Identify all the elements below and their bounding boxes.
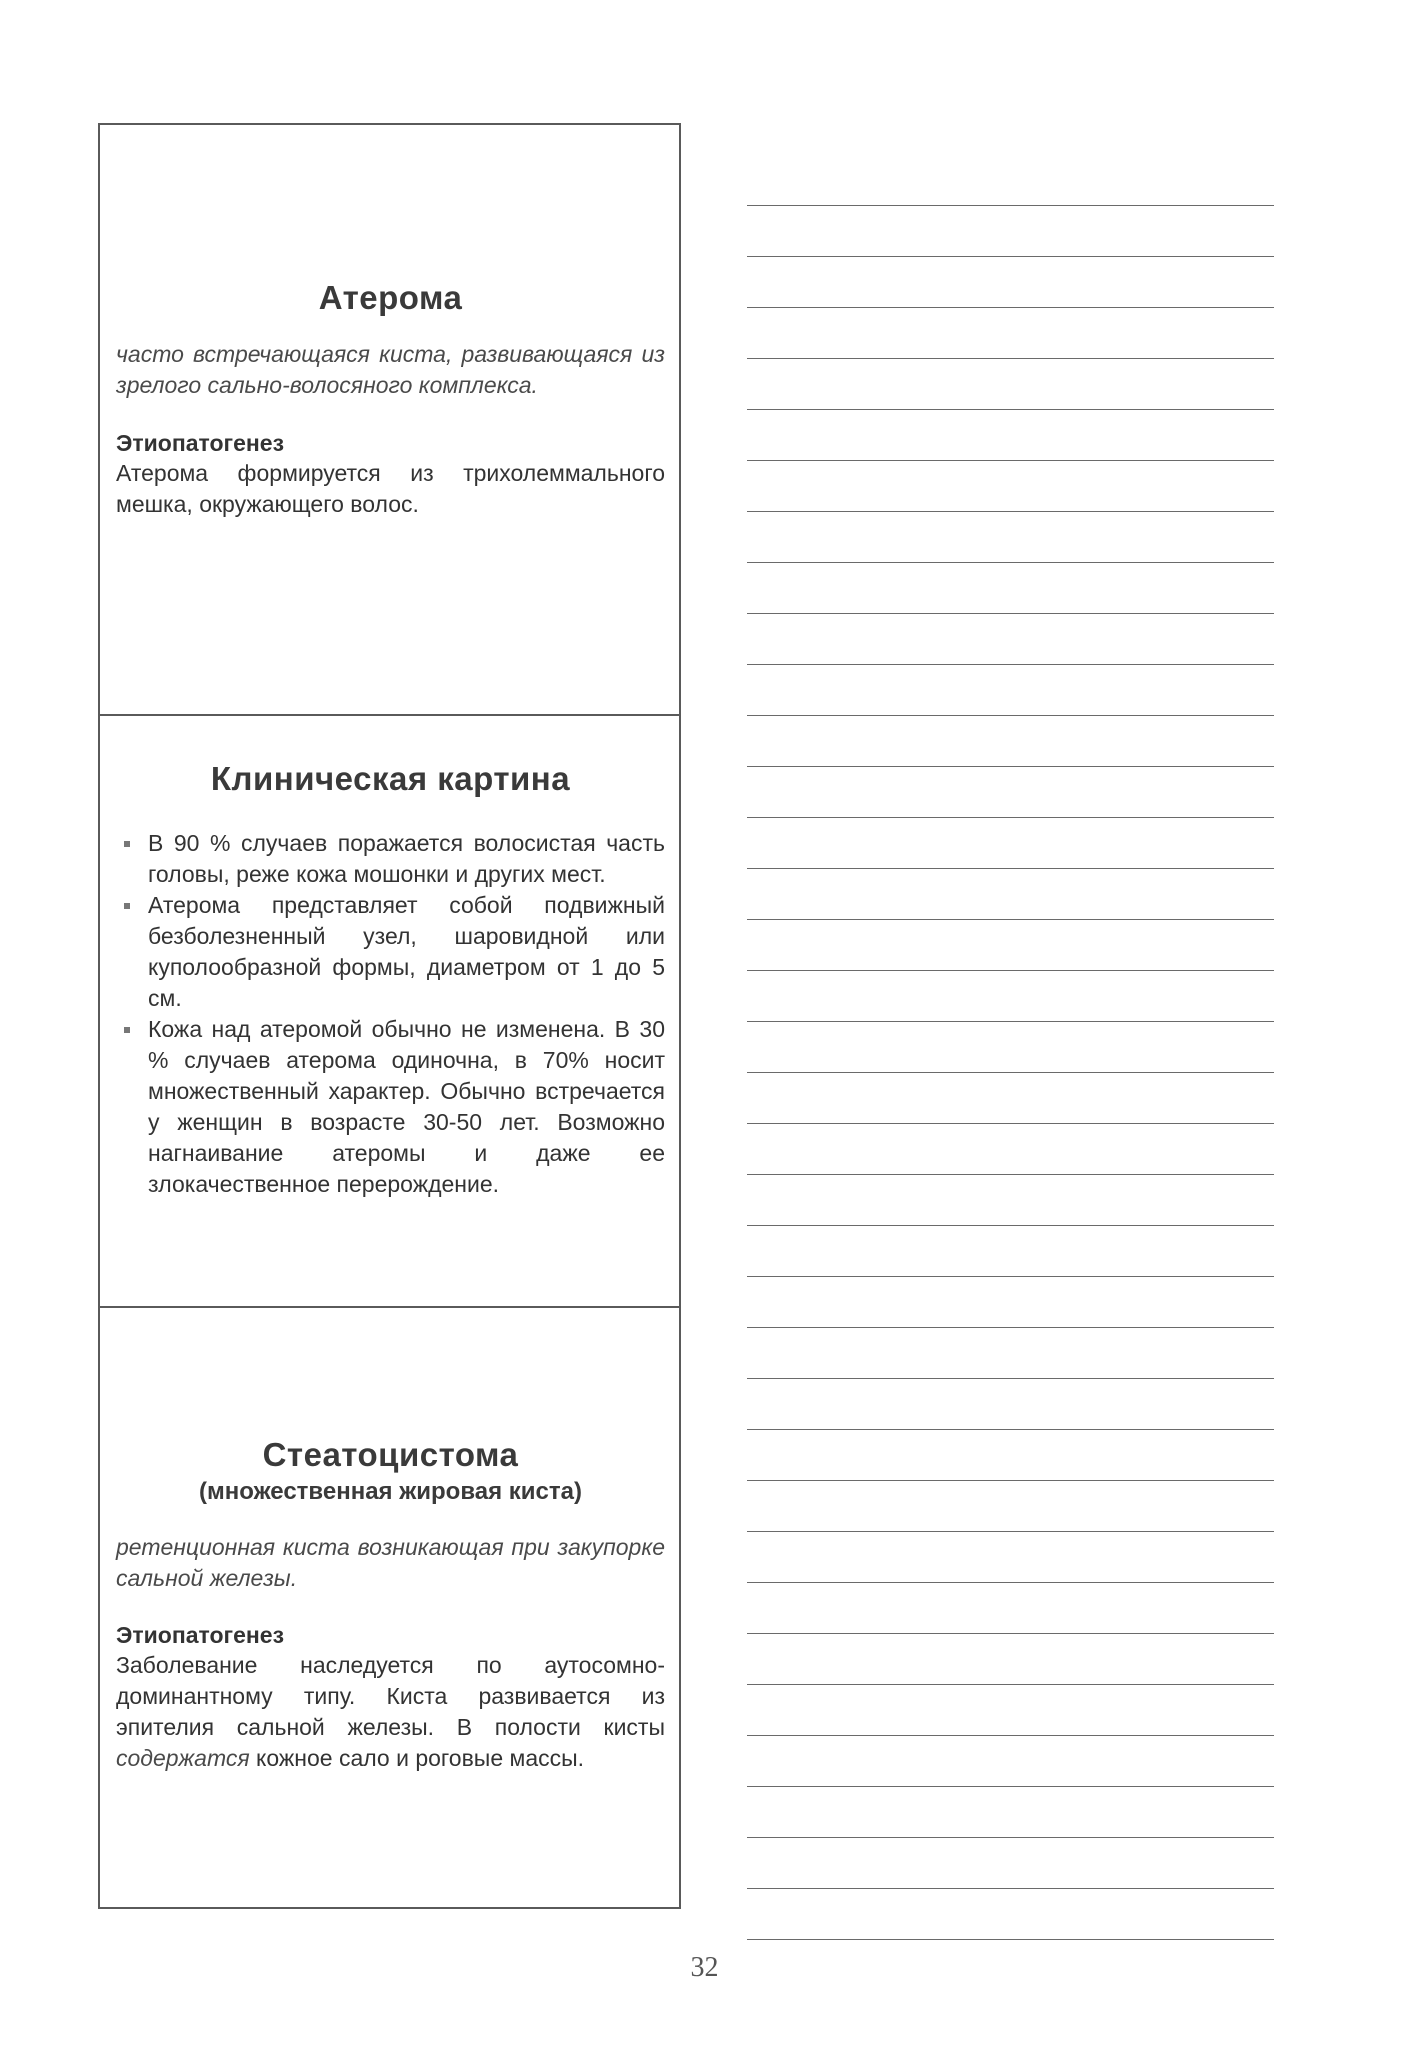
- etio-text-italic: содержатся: [116, 1745, 250, 1771]
- list-item-text: В 90 % случаев поражается волосистая часть головы, реже кожа мошонки и других мест.: [148, 830, 665, 887]
- note-line: [747, 1634, 1274, 1685]
- note-line: [747, 257, 1274, 308]
- atheroma-definition: часто встречающаяся киста, развивающаяся из зрелого сально-волосяного комплекса.: [116, 341, 665, 398]
- note-line: [747, 1685, 1274, 1736]
- steatocystoma-title: Стеатоцистома: [262, 1436, 519, 1473]
- steatocystoma-definition: ретенционная киста возникающая при закупорке сальной железы.: [116, 1534, 665, 1591]
- note-line: [747, 971, 1274, 1022]
- list-item-text: Кожа над атеромой обычно не изменена. В 30 % случаев атерома одиночна, в 70% носит множественный характер. Обычно встречается у женщин в возрасте 30-50 лет. Возможно нагнаивание атеромы и даже ее злокачественное перерождение.: [148, 1016, 665, 1197]
- clinical-list: [116, 828, 665, 1200]
- note-line: [747, 614, 1274, 665]
- list-item: [116, 828, 665, 890]
- note-line: [747, 1889, 1274, 1940]
- list-item: [116, 890, 665, 1014]
- atheroma-section: [100, 125, 679, 716]
- note-line: [747, 665, 1274, 716]
- note-line: [747, 512, 1274, 563]
- note-line: [747, 1379, 1274, 1430]
- atheroma-etio-text: Атерома формируется из трихолеммального мешка, окружающего волос.: [116, 460, 665, 517]
- steatocystoma-subtitle: (множественная жировая киста): [199, 1478, 582, 1505]
- steatocystoma-etio-text: [116, 1650, 665, 1774]
- clinical-section: [100, 716, 679, 1308]
- note-line: [747, 1073, 1274, 1124]
- note-line: [747, 1481, 1274, 1532]
- note-line: [747, 1277, 1274, 1328]
- note-line: [747, 920, 1274, 971]
- bullet-icon: [124, 841, 130, 847]
- note-line: [747, 716, 1274, 767]
- etio-text-part-2: кожное сало и роговые массы.: [249, 1745, 585, 1771]
- note-line: [747, 1838, 1274, 1889]
- note-line: [747, 1532, 1274, 1583]
- note-line: [747, 1124, 1274, 1175]
- note-line: [747, 818, 1274, 869]
- bullet-icon: [124, 1027, 130, 1033]
- note-line: [747, 155, 1274, 206]
- list-item: [116, 1014, 665, 1200]
- list-item-text: Атерома представляет собой подвижный безболезненный узел, шаровидной или куполообразной формы, диаметром от 1 до 5 см.: [148, 892, 665, 1011]
- steatocystoma-section: [100, 1308, 679, 1907]
- note-line: [747, 461, 1274, 512]
- note-line: [747, 410, 1274, 461]
- note-line: [747, 1736, 1274, 1787]
- note-line: [747, 1430, 1274, 1481]
- note-line: [747, 563, 1274, 614]
- note-line: [747, 1787, 1274, 1838]
- note-line: [747, 1328, 1274, 1379]
- info-card: [98, 123, 681, 1909]
- clinical-title: Клиническая картина: [210, 760, 571, 797]
- atheroma-etio-heading: Этиопатогенез: [116, 430, 284, 456]
- note-lines: [747, 155, 1274, 1940]
- note-line: [747, 1022, 1274, 1073]
- steatocystoma-etio-heading: Этиопатогенез: [116, 1622, 284, 1648]
- bullet-icon: [124, 903, 130, 909]
- note-line: [747, 1583, 1274, 1634]
- page-number: 32: [690, 1952, 719, 1983]
- etio-text-part-1: Заболевание наследуется по аутосомно-доминантному типу. Киста развивается из эпителия сальной железы. В полости кисты: [116, 1652, 665, 1740]
- note-line: [747, 767, 1274, 818]
- atheroma-title: Атерома: [318, 279, 463, 316]
- note-line: [747, 869, 1274, 920]
- note-line: [747, 206, 1274, 257]
- note-line: [747, 359, 1274, 410]
- note-line: [747, 308, 1274, 359]
- note-line: [747, 1226, 1274, 1277]
- note-line: [747, 1175, 1274, 1226]
